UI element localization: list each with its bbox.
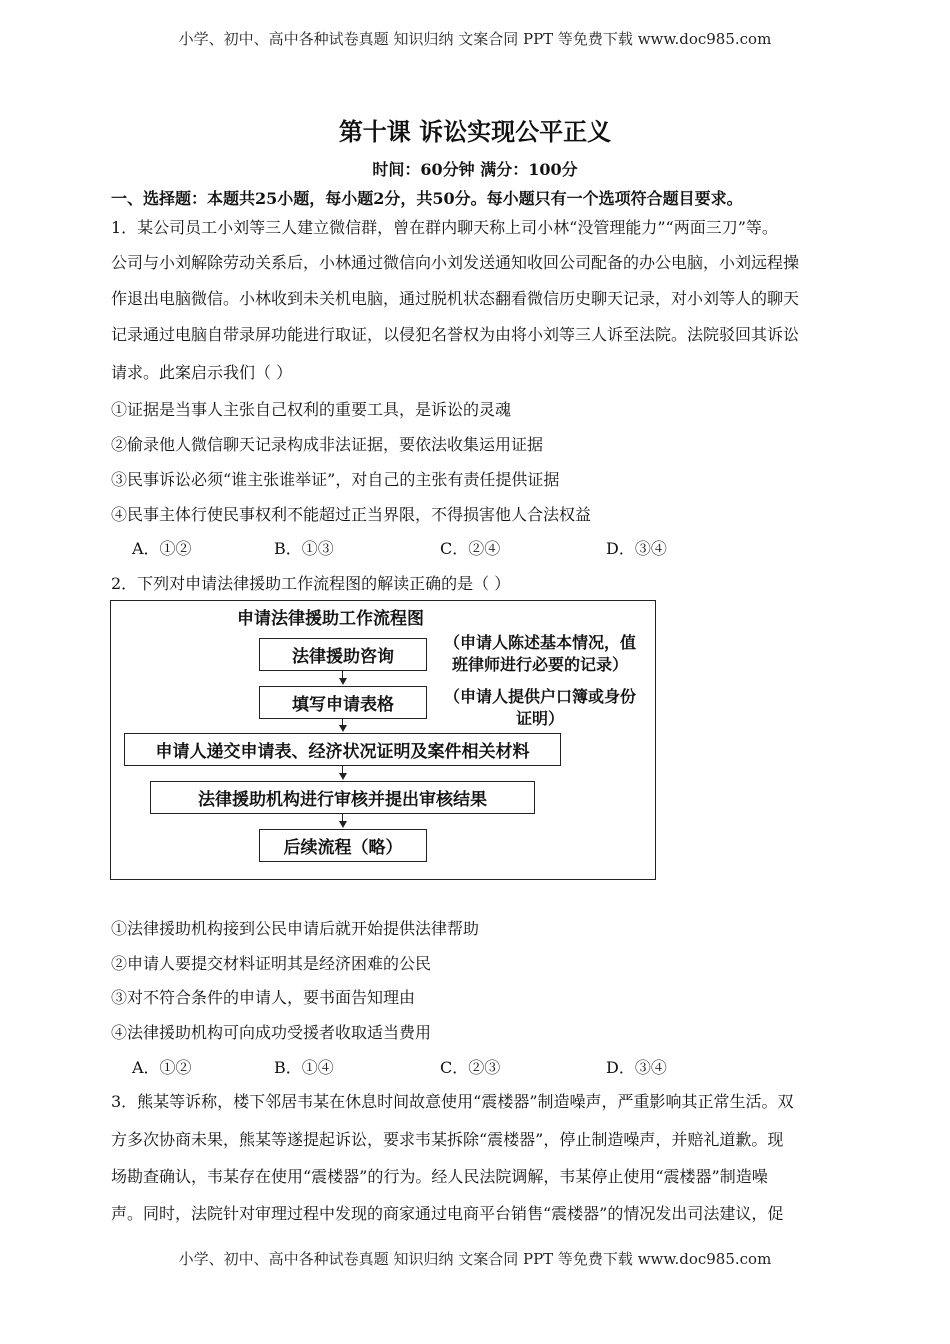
q2-option-b[interactable]: B．①④ [274,1058,334,1077]
arrow-down-icon [339,773,347,780]
flow-step-consult: 法律援助咨询 [259,638,427,671]
flow-note-form-line-1: （申请人提供户口簿或身份 [443,687,636,706]
q1-item-4: ④民事主体行使民事权利不能超过正当界限，不得损害他人合法权益 [111,505,592,524]
q2-option-d[interactable]: D．③④ [606,1058,667,1077]
flow-note-consult-line-2: 班律师进行必要的记录） [451,655,628,674]
page-title: 第十课 诉讼实现公平正义 [338,118,612,146]
q1-option-a[interactable]: A．①② [132,539,192,558]
q2-option-c[interactable]: C．②③ [440,1058,501,1077]
q1-options [132,536,667,559]
section-heading: 一、选择题：本题共25小题，每小题2分，共50分。每小题只有一个选项符合题目要求。 [111,189,743,208]
q2-item-1: ①法律援助机构接到公民申请后就开始提供法律帮助 [111,919,480,938]
q3-line-4: 声。同时，法院针对审理过程中发现的商家通过电商平台销售“震楼器”的情况发出司法建议，促 [111,1204,784,1223]
q2-item-4: ④法律援助机构可向成功受援者收取适当费用 [111,1023,432,1042]
arrow-down-icon [339,821,347,828]
flow-step-followup: 后续流程（略） [259,829,427,862]
q2-options [132,1055,667,1078]
flowchart [110,600,656,880]
exam-info: 时间：60分钟 满分：100分 [372,160,578,179]
q1-line-4: 记录通过电脑自带录屏功能进行取证，以侵犯名誉权为由将小刘等三人诉至法院。法院驳回其诉讼 [111,325,800,344]
flowchart-title: 申请法律援助工作流程图 [237,609,424,629]
flow-step-review: 法律援助机构进行审核并提出审核结果 [150,781,535,814]
q1-line-1: 1．某公司员工小刘等三人建立微信群，曾在群内聊天称上司小林“没管理能力”“两面三刀”等。 [111,218,778,237]
page-footer: 小学、初中、高中各种试卷真题 知识归纳 文案合同 PPT 等免费下载 www.doc985.com [178,1250,772,1268]
q1-item-2: ②偷录他人微信聊天记录构成非法证据，要依法收集运用证据 [111,435,544,454]
q2-item-3: ③对不符合条件的申请人，要书面告知理由 [111,988,416,1007]
q3-line-1: 3．熊某等诉称，楼下邻居韦某在休息时间故意使用“震楼器”制造噪声，严重影响其正常生活。双 [111,1092,794,1111]
q3-line-3: 场勘查确认，韦某存在使用“震楼器”的行为。经人民法院调解，韦某停止使用“震楼器”制造噪 [111,1167,768,1186]
flow-step-form: 填写申请表格 [259,686,427,719]
flow-note-consult [429,632,651,676]
q1-item-1: ①证据是当事人主张自己权利的重要工具，是诉讼的灵魂 [111,400,512,419]
arrow-down-icon [339,725,347,732]
q2-item-2: ②申请人要提交材料证明其是经济困难的公民 [111,954,432,973]
q2-option-a[interactable]: A．①② [132,1058,192,1077]
q1-option-c[interactable]: C．②④ [440,539,501,558]
page-header: 小学、初中、高中各种试卷真题 知识归纳 文案合同 PPT 等免费下载 www.doc985.com [178,30,772,48]
q2-stem: 2．下列对申请法律援助工作流程图的解读正确的是（ ） [111,574,511,593]
q3-line-2: 方多次协商未果，熊某等遂提起诉讼，要求韦某拆除“震楼器”，停止制造噪声，并赔礼道歉。现 [111,1130,784,1149]
q1-line-2: 公司与小刘解除劳动关系后，小林通过微信向小刘发送通知收回公司配备的办公电脑，小刘远程操 [111,253,800,272]
q1-option-b[interactable]: B．①③ [274,539,334,558]
q1-option-d[interactable]: D．③④ [606,539,667,558]
q1-line-5: 请求。此案启示我们（ ） [111,363,293,382]
q1-item-3: ③民事诉讼必须“谁主张谁举证”，对自己的主张有责任提供证据 [111,470,560,489]
q1-line-3: 作退出电脑微信。小林收到未关机电脑，通过脱机状态翻看微信历史聊天记录，对小刘等人的聊天 [111,289,800,308]
flow-note-form-line-2: 证明） [515,709,564,728]
flow-note-form [429,686,651,730]
arrow-down-icon [339,678,347,685]
flow-step-submit: 申请人递交申请表、经济状况证明及案件相关材料 [124,733,561,766]
flow-note-consult-line-1: （申请人陈述基本情况，值 [443,633,636,652]
